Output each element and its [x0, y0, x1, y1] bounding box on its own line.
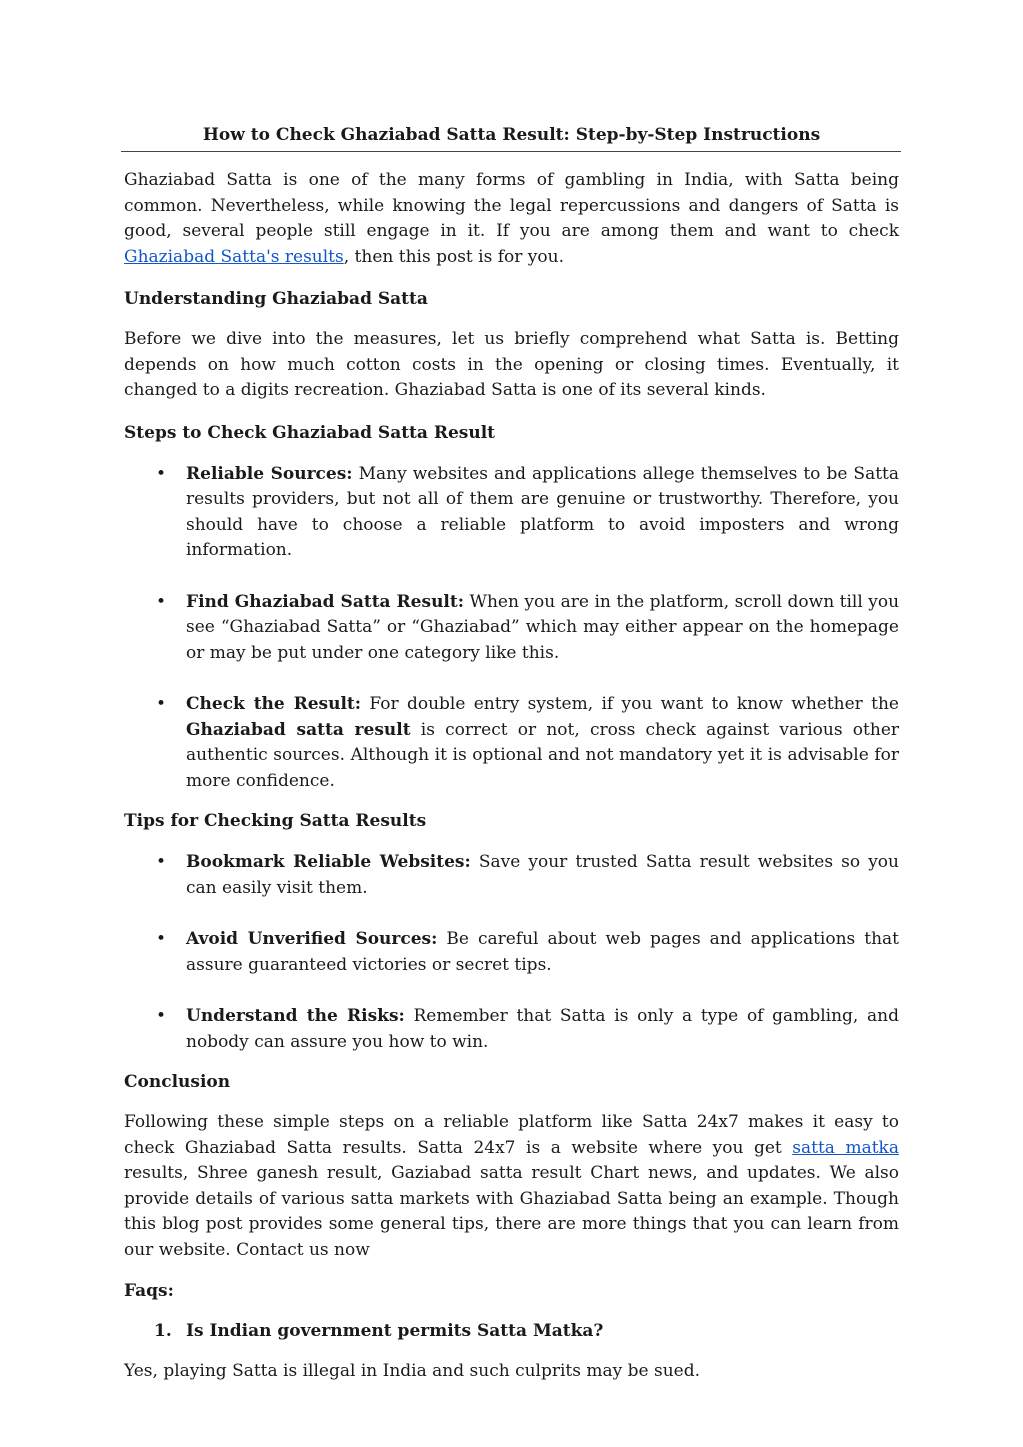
- bullet-icon: •: [156, 694, 167, 714]
- conclusion-paragraph: [124, 1110, 899, 1263]
- faq-number: 1.: [154, 1321, 172, 1341]
- list-item: [124, 590, 899, 667]
- item-text: Many websites and applications allege themselves to be Satta results providers, but not all of them are genuine or trustworthy. Therefore, you should have to choose a reliable platform to avoid imposters and wrong information.: [186, 463, 900, 560]
- list-item: [124, 1004, 899, 1055]
- item-text: Remember that Satta is only a type of gambling, and nobody can assure you how to win.: [186, 1006, 899, 1052]
- item-label: Bookmark Reliable Websites:: [186, 852, 471, 872]
- item-bold-term: Ghaziabad satta result: [186, 719, 411, 740]
- faqs-heading: Faqs:: [124, 1281, 174, 1301]
- intro-text-1: Ghaziabad Satta is one of the many forms of gambling in India, with Satta being common. Nevertheless, while knowing the legal repercussions and dangers of Satta is good, several people still engage in it. If you are among them and want to check: [124, 170, 899, 241]
- item-label: Avoid Unverified Sources:: [186, 929, 438, 949]
- understanding-paragraph: Before we dive into the measures, let us briefly comprehend what Satta is. Betting depends on how much cotton costs in the opening or closing times. Eventually, it changed to a digits recreation. Ghaziabad Satta is one of its several kinds.: [124, 329, 899, 400]
- title-divider: [121, 151, 901, 152]
- list-item: [124, 692, 899, 794]
- item-text: Be careful about web pages and applications that assure guaranteed victories or secret tips.: [186, 929, 900, 975]
- bullet-icon: •: [156, 852, 167, 872]
- item-label: Reliable Sources:: [186, 463, 353, 484]
- list-item: [124, 462, 899, 564]
- ghaziabad-results-link[interactable]: Ghaziabad Satta's results: [124, 246, 344, 267]
- bullet-icon: •: [156, 1006, 167, 1026]
- intro-text-2: , then this post is for you.: [343, 246, 564, 267]
- conclusion-heading: Conclusion: [124, 1072, 231, 1092]
- faq-answer: Yes, playing Satta is illegal in India and such culprits may be sued.: [124, 1360, 701, 1381]
- item-text: Save your trusted Satta result websites so you can easily visit them.: [186, 852, 899, 898]
- item-text-2: is correct or not, cross check against various other authentic sources. Although it is optional and not mandatory yet it is advisable for more confidence.: [186, 719, 900, 791]
- page-title: How to Check Ghaziabad Satta Result: Step-by-Step Instructions: [202, 125, 821, 145]
- list-item: [124, 927, 899, 978]
- steps-heading: Steps to Check Ghaziabad Satta Result: [124, 422, 496, 443]
- item-text: For double entry system, if you want to know whether the: [361, 694, 899, 714]
- item-label: Check the Result:: [186, 694, 362, 714]
- faq-question-text: Is Indian government permits Satta Matka?: [186, 1321, 604, 1341]
- understanding-heading: Understanding Ghaziabad Satta: [124, 289, 428, 309]
- conclusion-text-2: results, Shree ganesh result, Gaziabad satta result Chart news, and updates. We also provide details of various satta markets with Ghaziabad Satta being an example. Though this blog post provides some general tips, there are more things that you can learn from our website. Contact us now: [124, 1163, 899, 1260]
- item-label: Understand the Risks:: [186, 1006, 405, 1026]
- document-page: [124, 124, 899, 1384]
- bullet-icon: •: [156, 591, 167, 612]
- tips-heading: Tips for Checking Satta Results: [124, 811, 427, 831]
- conclusion-text-1: Following these simple steps on a reliable platform like Satta 24x7 makes it easy to check Ghaziabad Satta results. Satta 24x7 is a website where you get: [124, 1112, 899, 1158]
- faq-question: [124, 1319, 899, 1345]
- intro-paragraph: [124, 168, 899, 270]
- list-item: [124, 850, 899, 901]
- item-label: Find Ghaziabad Satta Result:: [186, 591, 465, 612]
- satta-matka-link[interactable]: satta matka: [792, 1137, 899, 1158]
- bullet-icon: •: [156, 463, 167, 484]
- item-text: When you are in the platform, scroll down till you see “Ghaziabad Satta” or “Ghaziabad” which may either appear on the homepage or may be put under one category like this.: [186, 591, 900, 663]
- bullet-icon: •: [156, 929, 167, 949]
